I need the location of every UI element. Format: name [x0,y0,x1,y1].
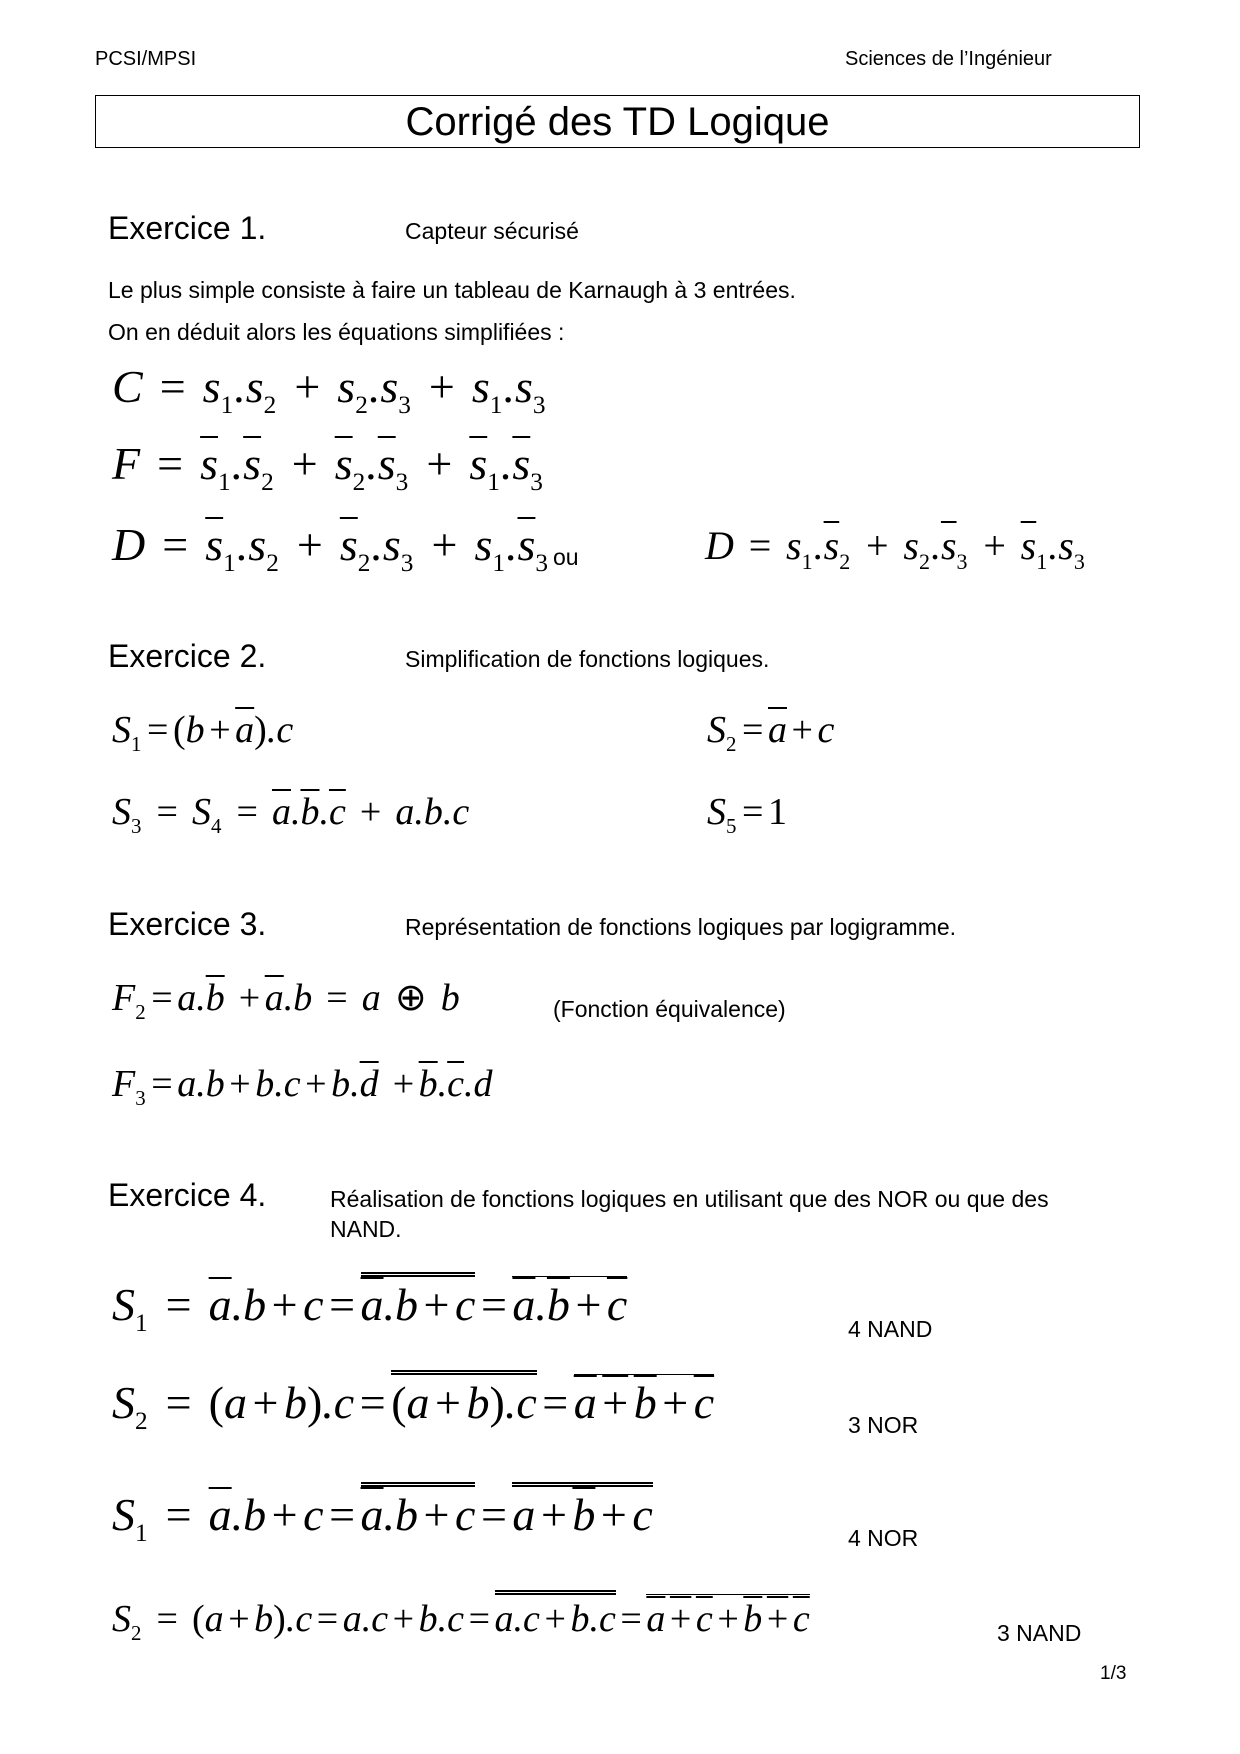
ex3-note: (Fonction équivalence) [553,996,786,1022]
eq-s1: $S_1 = (b + \overline{a}).c$ [112,709,294,757]
header-left: PCSI/MPSI [95,48,197,70]
ex2-title: Exercice 2. [108,638,267,674]
ex4-subtitle-line2: NAND. [330,1216,402,1242]
eq-s3-s4: $S_3 = S_4 = \overline{a}.\overline{b}.\overline{c} + a.b.c$ [112,791,470,839]
ex3-title: Exercice 3. [108,906,267,942]
ou-label: ou [553,544,579,570]
ex1-title: Exercice 1. [108,210,267,246]
eq-s5: $S_5 = 1$ [707,791,787,839]
eq-ex4-s2-nor: $S_2 = (a + b).c = (a + b).c = a + b + \overline{c}$ [112,1370,714,1429]
ex1-subtitle: Capteur sécurisé [405,218,579,244]
ex4-subtitle-line1: Réalisation de fonctions logiques en utilisant que des NOR ou que des [330,1186,1049,1212]
ex4-title: Exercice 4. [108,1177,267,1213]
eq-f3: $F_3 = a.b + b.c + b.\overline{d} + \overline{b}.\overline{c}.d$ [112,1063,493,1111]
ex1-line1: Le plus simple consiste à faire un tableau de Karnaugh à 3 entrées. [108,277,796,303]
eq-d2: $D = s_1.\overline{s}_2 + s_2.\overline{s}_3 + \overline{s}_1.s_3$ [705,523,1085,574]
eq-ex4-s1-nor: $S_1 = \overline{a}.b + c = \overline{a}.b + c = a + \overline{b} + c$ [112,1482,653,1541]
ex3-subtitle: Représentation de fonctions logiques par logigramme. [405,914,957,940]
label-3-nand: 3 NAND [997,1620,1082,1646]
label-3-nor: 3 NOR [848,1412,919,1438]
eq-c: $C = s_1.s_2 + s_2.s_3 + s_1.s_3$ [112,361,546,420]
page-title: Corrigé des TD Logique [405,100,830,144]
ex2-subtitle: Simplification de fonctions logiques. [405,646,770,672]
eq-f2: $F_2 = a.\overline{b} + \overline{a}.b = a$ ⊕ b [112,977,460,1025]
ex1-line2: On en déduit alors les équations simplifiées : [108,319,565,345]
label-4-nand: 4 NAND [848,1316,933,1342]
eq-d1: $D = \overline{s}_1.s_2 + \overline{s}_2.s_3 + s_1.\overline{s}_3$ [112,519,549,578]
label-4-nor: 4 NOR [848,1525,919,1551]
page-number: 1/3 [1100,1663,1127,1684]
eq-f: $F = \overline{s}_1.\overline{s}_2 + \overline{s}_2.\overline{s}_3 + \overline{s}_1.\overline{s}_3$ [112,438,543,497]
title-box [95,95,1140,148]
eq-s2: $S_2 = \overline{a} + c$ [707,709,835,757]
header-right: Sciences de l’Ingénieur [845,48,1052,70]
eq-ex4-s1-nand: $S_1 = \overline{a}.b + c = \overline{a}.b + c = \overline{a}.\overline{b} + \overline{c}$ [112,1272,627,1331]
eq-ex4-s2-nand: $S_2 = (a + b).c = a.c + b.c = a.c + b.c = a + c + b + c$ [112,1590,810,1641]
